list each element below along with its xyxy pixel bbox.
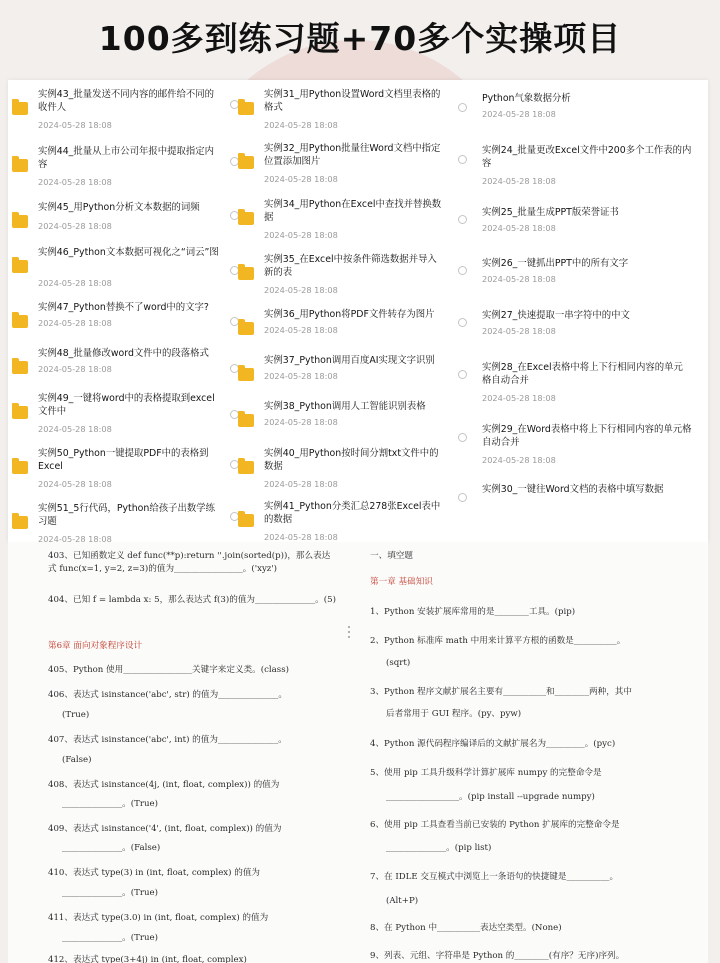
folder-icon [238, 267, 254, 280]
file-date: 2024-05-28 18:08 [264, 230, 338, 240]
file-date: 2024-05-28 18:08 [38, 424, 112, 434]
file-title: 实例24_批量更改Excel文件中200多个工作表的内容 [482, 145, 692, 169]
folder-icon [12, 461, 28, 474]
file-item[interactable] [12, 246, 232, 302]
file-title: 实例30_一键往Word文档的表格中填写数据 [482, 484, 664, 495]
answer-409: ______________。(False) [62, 843, 161, 853]
file-date: 2024-05-28 18:08 [264, 174, 338, 184]
folder-icon [238, 212, 254, 225]
file-date: 2024-05-28 18:08 [482, 455, 556, 465]
answer-407: (False) [62, 755, 92, 765]
chapter-heading-left: 第6章 面向对象程序设计 [48, 641, 143, 651]
folder-icon [12, 315, 28, 328]
file-date: 2024-05-28 18:08 [482, 176, 556, 186]
file-item[interactable] [456, 423, 706, 479]
question-405: 405、Python 使用________________关键字来定义类。(class) [48, 665, 289, 675]
file-item[interactable] [238, 198, 458, 254]
file-date: 2024-05-28 18:08 [38, 534, 112, 542]
file-date: 2024-05-28 18:08 [264, 532, 338, 542]
page-headline: 100多到练习题+70多个实操项目 [98, 19, 622, 58]
file-title: 实例51_5行代码，Python给孩子出数学练习题 [38, 503, 215, 527]
file-item[interactable] [456, 92, 706, 148]
file-title: 实例28_在Excel表格中将上下行相同内容的单元格自动合并 [482, 362, 683, 386]
file-title: 实例25_批量生成PPT版荣誉证书 [482, 207, 619, 218]
file-item[interactable] [456, 144, 706, 200]
file-date: 2024-05-28 18:08 [482, 274, 556, 284]
file-title: 实例26_一键抓出PPT中的所有文字 [482, 258, 629, 269]
file-item[interactable] [238, 447, 458, 503]
question-5: 5、使用 pip 工具升级科学计算扩展库 numpy 的完整命令是 [370, 768, 602, 778]
folder-icon [12, 260, 28, 273]
file-title: 实例34_用Python在Excel中查找并替换数据 [264, 199, 442, 223]
answer-6: ______________。(pip list) [386, 843, 492, 853]
answer-2: (sqrt) [386, 658, 411, 668]
file-item[interactable] [12, 392, 232, 448]
file-date: 2024-05-28 18:08 [38, 278, 112, 288]
file-title: 实例46_Python文本数据可视化之“词云”图 [38, 247, 219, 258]
file-date: 2024-05-28 18:08 [482, 393, 556, 403]
file-date: 2024-05-28 18:08 [482, 109, 556, 119]
file-title: 实例27_快速提取一串字符中的中文 [482, 310, 630, 321]
file-title: 实例41_Python分类汇总278张Excel表中的数据 [264, 501, 441, 525]
answer-408: ______________。(True) [62, 799, 158, 809]
file-item[interactable] [456, 309, 706, 365]
file-list-panel [8, 80, 708, 542]
answer-406: (True) [62, 710, 90, 720]
file-date: 2024-05-28 18:08 [38, 120, 112, 130]
file-date: 2024-05-28 18:08 [482, 326, 556, 336]
file-item[interactable] [238, 88, 458, 144]
question-411: 411、表达式 type(3.0) in (int, float, complex) 的值为 [48, 913, 269, 923]
file-date: 2024-05-28 18:08 [38, 318, 112, 328]
folder-icon [238, 156, 254, 169]
file-date: 2024-05-28 18:08 [264, 325, 338, 335]
file-date: 2024-05-28 18:08 [38, 177, 112, 187]
file-title: 实例37_Python调用百度AI实现文字识别 [264, 355, 435, 366]
file-item[interactable] [456, 206, 706, 262]
question-4: 4、Python 源代码程序编译后的文献扩展名为_________。(pyc) [370, 739, 616, 749]
file-title: 实例44_批量从上市公司年报中提取指定内容 [38, 146, 214, 170]
question-7: 7、在 IDLE 交互模式中浏览上一条语句的快捷键是__________。 [370, 872, 619, 882]
chapter-heading-right: 第一章 基础知识 [370, 577, 433, 587]
answer-5: _________________。(pip install --upgrade numpy) [386, 792, 595, 802]
file-item[interactable] [456, 361, 706, 417]
file-item[interactable] [456, 257, 706, 313]
question-8: 8、在 Python 中__________表达空类型。(None) [370, 923, 562, 933]
file-title: 实例35_在Excel中按条件筛选数据并导入新的表 [264, 254, 437, 278]
file-date: 2024-05-28 18:08 [482, 223, 556, 233]
folder-icon [238, 322, 254, 335]
folder-icon [238, 368, 254, 381]
file-title: 实例32_用Python批量往Word文档中指定位置添加图片 [264, 143, 441, 167]
question-2: 2、Python 标准库 math 中用来计算平方根的函数是__________。 [370, 636, 626, 646]
question-408: 408、表达式 isinstance(4j, (int, float, complex)) 的值为 [48, 780, 280, 790]
file-item[interactable] [12, 447, 232, 503]
question-407: 407、表达式 isinstance('abc', int) 的值为______________。 [48, 735, 287, 745]
file-date: 2024-05-28 18:08 [38, 364, 112, 374]
folder-icon [12, 159, 28, 172]
file-title: Python气象数据分析 [482, 93, 571, 104]
file-title: 实例43_批量发送不同内容的邮件给不同的收件人 [38, 89, 214, 113]
file-date: 2024-05-28 18:08 [264, 371, 338, 381]
file-date: 2024-05-28 18:08 [264, 479, 338, 489]
answer-3: 后者常用于 GUI 程序。(py、pyw) [386, 709, 522, 719]
file-title: 实例40_用Python按时间分割txt文件中的数据 [264, 448, 439, 472]
file-title: 实例48_批量修改word文件中的段落格式 [38, 348, 209, 359]
question-3: 3、Python 程序文献扩展名主要有__________和________两种，其中 [370, 687, 632, 697]
file-title: 实例38_Python调用人工智能识别表格 [264, 401, 426, 412]
section-heading: 一、填空题 [370, 551, 413, 561]
question-9: 9、列表、元组、字符串是 Python 的________(有序？无序)序列。 [370, 951, 625, 961]
file-date: 2024-05-28 18:08 [264, 120, 338, 130]
file-title: 实例36_用Python将PDF文件转存为图片 [264, 309, 435, 320]
answer-411: ______________。(True) [62, 933, 158, 943]
file-date: 2024-05-28 18:08 [38, 221, 112, 231]
question-6: 6、使用 pip 工具查看当前已安装的 Python 扩展库的完整命令是 [370, 820, 620, 830]
folder-icon [12, 215, 28, 228]
file-title: 实例47_Python替换不了word中的文字? [38, 302, 209, 313]
folder-icon [238, 461, 254, 474]
file-date: 2024-05-28 18:08 [264, 285, 338, 295]
file-title: 实例31_用Python设置Word文档里表格的格式 [264, 89, 441, 113]
question-409: 409、表达式 isinstance('4', (int, float, complex)) 的值为 [48, 824, 282, 834]
exercise-document [8, 542, 708, 963]
answer-410: ______________。(True) [62, 888, 158, 898]
file-title: 实例49_一键将word中的表格提取到excel文件中 [38, 393, 215, 417]
more-options-icon[interactable] [348, 626, 351, 641]
folder-icon [238, 102, 254, 115]
file-item[interactable] [12, 88, 232, 144]
file-item[interactable] [238, 142, 458, 198]
folder-icon [238, 514, 254, 527]
file-title: 实例45_用Python分析文本数据的词频 [38, 202, 200, 213]
file-title: 实例29_在Word表格中将上下行相同内容的单元格自动合并 [482, 424, 692, 448]
file-item[interactable] [12, 502, 232, 542]
answer-7: (Alt+P) [386, 896, 419, 906]
question-1: 1、Python 安装扩展库常用的是________工具。(pip) [370, 607, 576, 617]
file-title: 实例50_Python一键提取PDF中的表格到Excel [38, 448, 209, 472]
folder-icon [12, 516, 28, 529]
file-date: 2024-05-28 18:08 [38, 479, 112, 489]
folder-icon [12, 406, 28, 419]
folder-icon [12, 361, 28, 374]
file-date: 2024-05-28 18:08 [264, 417, 338, 427]
question-406: 406、表达式 isinstance('abc', str) 的值为______________。 [48, 690, 287, 700]
file-item[interactable] [238, 500, 458, 542]
file-item[interactable] [12, 145, 232, 201]
question-412: 412、表达式 type(3+4j) in (int, float, complex) [48, 955, 247, 963]
folder-icon [12, 102, 28, 115]
file-item[interactable] [456, 483, 706, 539]
file-item[interactable] [238, 253, 458, 309]
question-410: 410、表达式 type(3) in (int, float, complex) 的值为 [48, 868, 261, 878]
question-404: 404、已知 f = lambda x: 5，那么表达式 f(3)的值为______________。(5) [48, 595, 336, 605]
question-403: 403、已知函数定义 def func(**p):return ''.join(sorted(p))，那么表达式 func(x=1, y=2, z=3)的值为________________。('xyz') [48, 551, 331, 574]
folder-icon [238, 414, 254, 427]
